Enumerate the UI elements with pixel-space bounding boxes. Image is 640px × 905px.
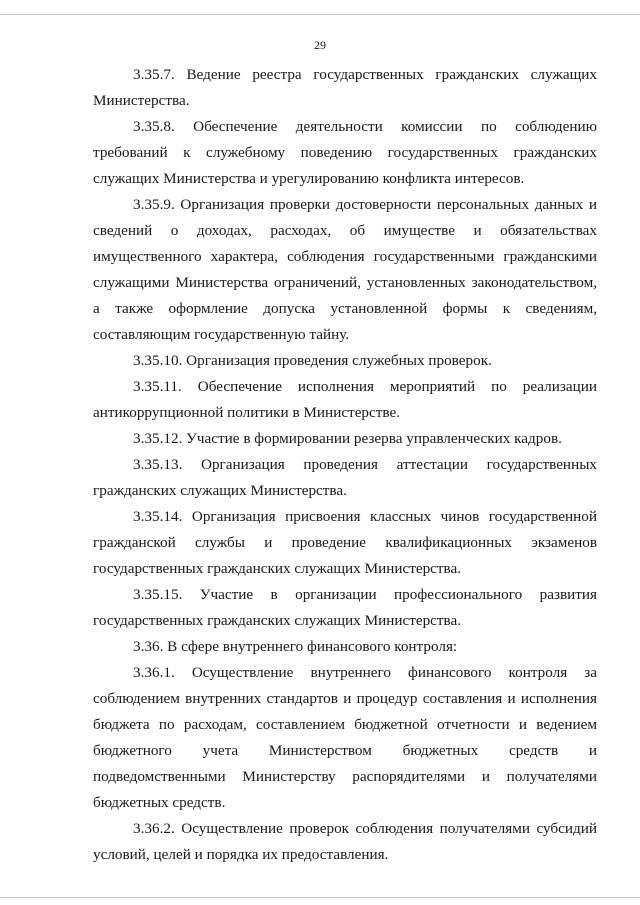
paragraph-3-35-11: 3.35.11. Обеспечение исполнения мероприятий по реализации антикоррупционной политики в Министерстве. (93, 378, 597, 421)
paragraph-3-35-8: 3.35.8. Обеспечение деятельности комиссии по соблюдению требований к служебному поведению государственных гражданских служащих Министерства и урегулированию конфликта интересов. (93, 118, 597, 187)
paragraph-3-36-1: 3.36.1. Осуществление внутреннего финансового контроля за соблюдением внутренних стандартов и процедур составления и исполнения бюджета по расходам, составлением бюджетной отчетности и ведением бюджетного учета Министерством бюджетных средств и подведомственными Министерству распорядителями и получателями бюджетных средств. (93, 664, 597, 811)
section-heading-3-36: 3.36. В сфере внутреннего финансового контроля: (133, 638, 458, 655)
page-number: 29 (314, 38, 326, 52)
paragraph-3-35-7: 3.35.7. Ведение реестра государственных гражданских служащих Министерства. (93, 66, 597, 109)
paragraph-3-35-15: 3.35.15. Участие в организации профессионального развития государственных гражданских служащих Министерства. (93, 586, 597, 629)
paragraph-3-35-14: 3.35.14. Организация присвоения классных чинов государственной гражданской службы и проведение квалификационных экзаменов государственных гражданских служащих Министерства. (93, 508, 597, 577)
scan-edge-bottom (0, 897, 640, 898)
paragraph-3-36-2: 3.36.2. Осуществление проверок соблюдения получателями субсидий условий, целей и порядка их предоставления. (93, 820, 597, 863)
paragraph-3-35-9: 3.35.9. Организация проверки достоверности персональных данных и сведений о доходах, расходах, об имуществе и обязательствах имущественного характера, соблюдения государственными гражданскими служащими Министерства ограничений, установленных законодательством, а также оформление допуска установленной формы к сведениям, составляющим государственную тайну. (93, 196, 597, 343)
document-body (93, 62, 597, 868)
paragraph-3-35-12: 3.35.12. Участие в формировании резерва управленческих кадров. (133, 430, 562, 447)
paragraph-3-35-10: 3.35.10. Организация проведения служебных проверок. (133, 352, 492, 369)
paragraph-3-35-13: 3.35.13. Организация проведения аттестации государственных гражданских служащих Министерства. (93, 456, 597, 499)
scan-edge-top (0, 14, 640, 15)
